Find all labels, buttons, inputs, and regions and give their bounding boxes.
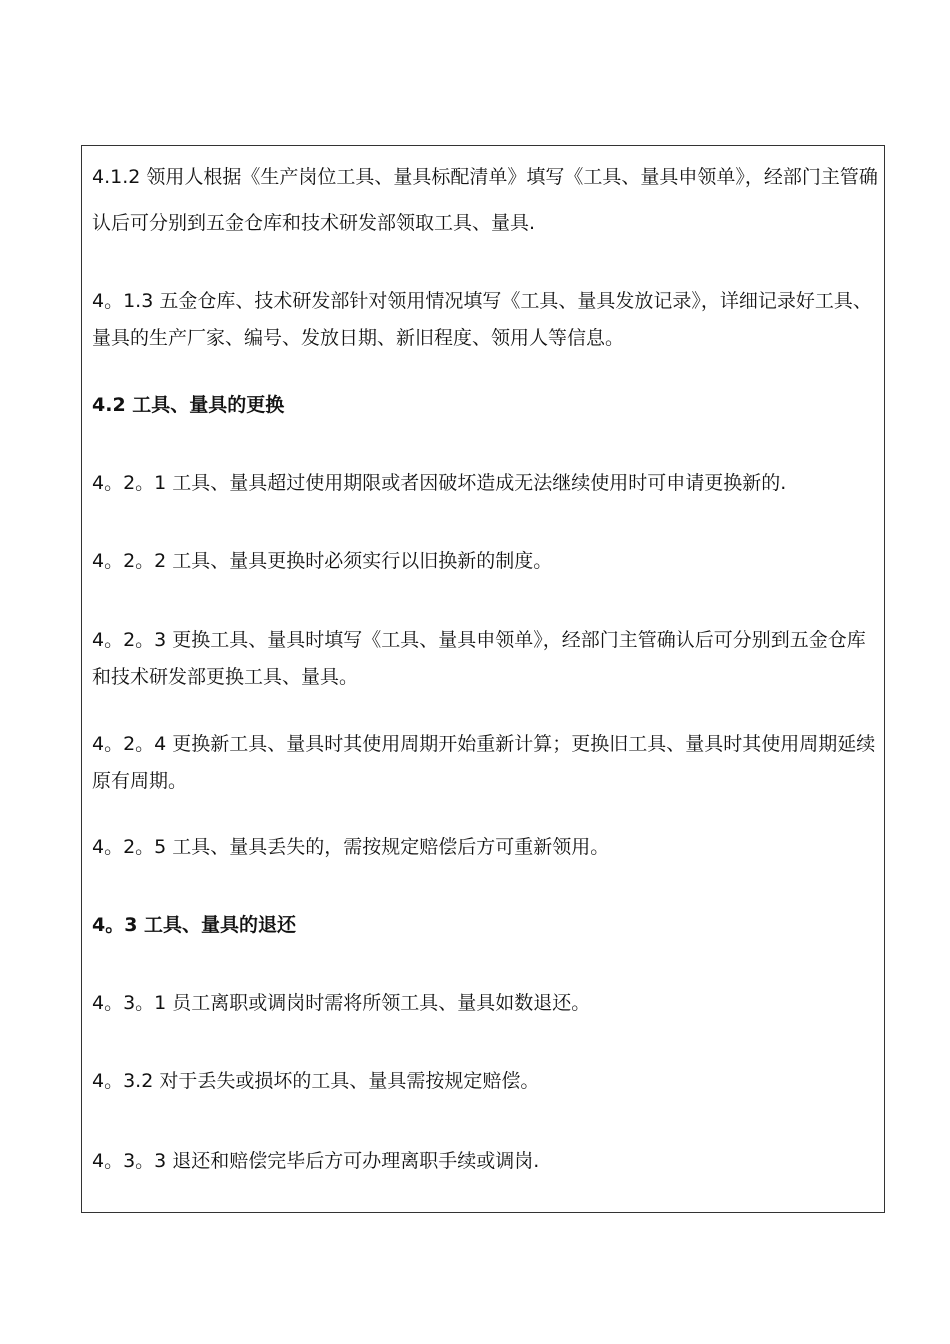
paragraph-4-2-3: 4。2。3 更换工具、量具时填写《工具、量具申领单》，经部门主管确认后可分别到五金仓库和技术研发部更换工具、量具。 — [92, 629, 866, 688]
document-frame — [81, 145, 885, 1213]
paragraph-4-1-2: 4.1.2 领用人根据《生产岗位工具、量具标配清单》填写《工具、量具申领单》，经部门主管确认后可分别到五金仓库和技术研发部领取工具、量具. — [92, 166, 878, 234]
paragraph-4-2-1: 4。2。1 工具、量具超过使用期限或者因破坏造成无法继续使用时可申请更换新的. — [92, 472, 787, 494]
paragraph-4-2-4: 4。2。4 更换新工具、量具时其使用周期开始重新计算；更换旧工具、量具时其使用周期延续原有周期。 — [92, 733, 876, 792]
paragraph-4-3-3: 4。3。3 退还和赔偿完毕后方可办理离职手续或调岗. — [92, 1150, 540, 1172]
paragraph-4-3-1: 4。3。1 员工离职或调岗时需将所领工具、量具如数退还。 — [92, 992, 591, 1014]
paragraph-4-1-3: 4。1.3 五金仓库、技术研发部针对领用情况填写《工具、量具发放记录》，详细记录好工具、量具的生产厂家、编号、发放日期、新旧程度、领用人等信息。 — [92, 290, 872, 349]
paragraph-4-3-2: 4。3.2 对于丢失或损坏的工具、量具需按规定赔偿。 — [92, 1070, 540, 1092]
section-heading-4-3: 4。3 工具、量具的退还 — [92, 914, 297, 936]
section-heading-4-2: 4.2 工具、量具的更换 — [92, 394, 285, 416]
paragraph-4-2-5: 4。2。5 工具、量具丢失的，需按规定赔偿后方可重新领用。 — [92, 836, 610, 858]
paragraph-4-2-2: 4。2。2 工具、量具更换时必须实行以旧换新的制度。 — [92, 550, 553, 572]
